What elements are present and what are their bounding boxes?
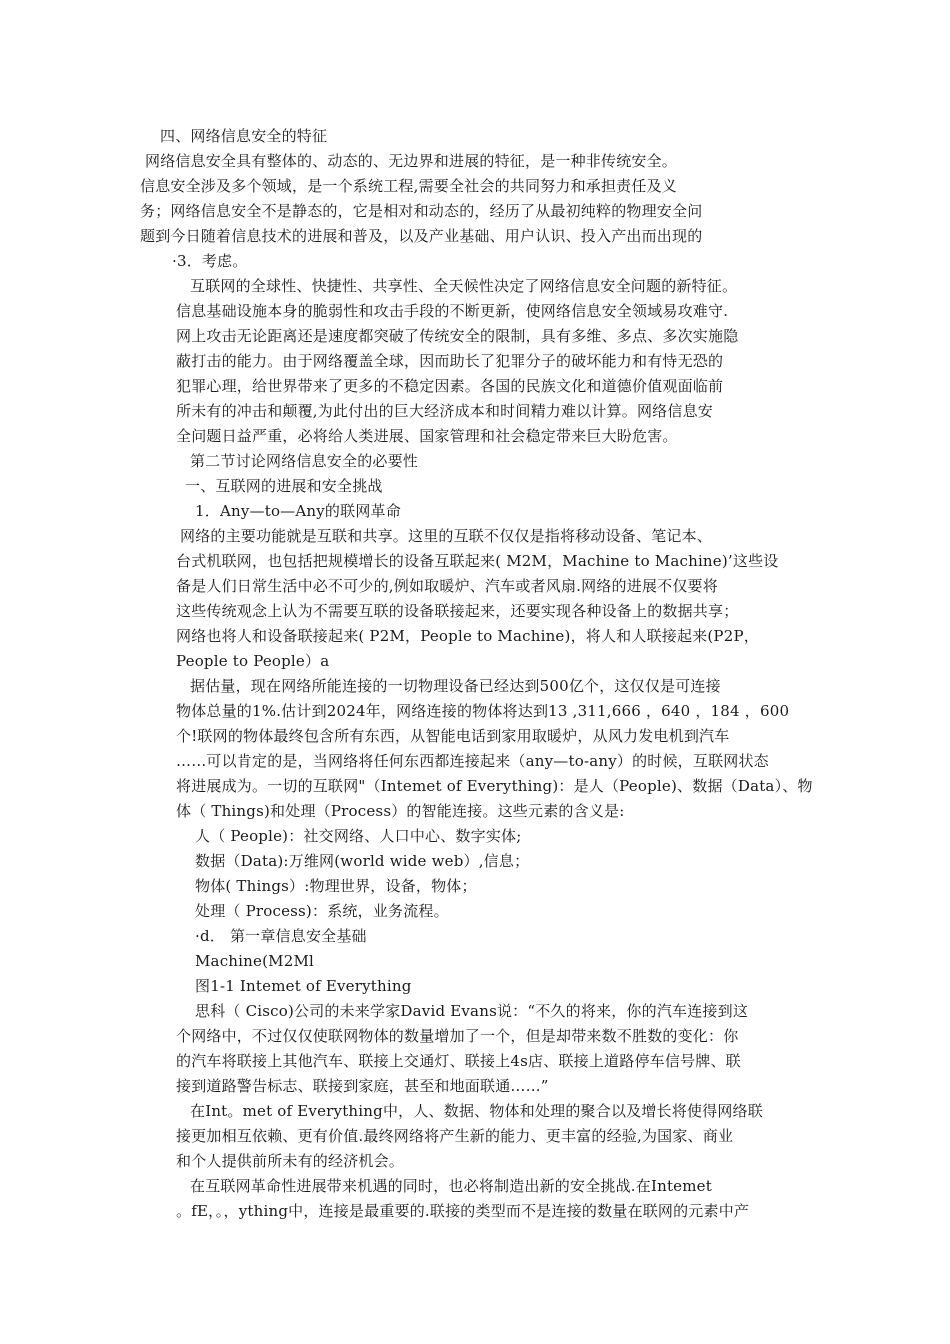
subsection-heading: 一、互联网的进展和安全挑战 xyxy=(185,477,383,495)
paragraph-line: 据估量，现在网络所能连接的一切物理设备已经达到500亿个，这仅仅是可连接 xyxy=(190,677,721,695)
paragraph-line: People to People）a xyxy=(176,652,330,670)
paragraph-line: 物体总量的1%.估计到2024年，网络连接的物体将达到13 ,311,666 ，640 ，184 ，600 xyxy=(176,702,790,720)
section-heading: 第二节讨论网络信息安全的必要性 xyxy=(190,452,419,470)
paragraph-line: 网上攻击无论距离还是速度都突破了传统安全的限制，具有多维、多点、多次实施隐 xyxy=(176,327,739,345)
paragraph-line: 在Int。met of Everything中，人、数据、物体和处理的聚合以及增长将使得网络联 xyxy=(190,1102,763,1120)
paragraph-line: 网络信息安全具有整体的、动态的、无边界和进展的特征，是一种非传统安全。 xyxy=(145,152,678,170)
paragraph-line: 务；网络信息安全不是静态的，它是相对和动态的，经历了从最初纯粹的物理安全问 xyxy=(140,202,703,220)
paragraph-line: ·3．考虑。 xyxy=(172,252,248,270)
figure-label: Machine(M2Ml xyxy=(195,952,315,970)
paragraph-line: 题到今日随着信息技术的进展和普及，以及产业基础、用户认识、投入产出而出现的 xyxy=(140,227,703,245)
paragraph-line: 网络也将人和设备联接起来( P2M，People to Machine)，将人和人联接起来(P2P， xyxy=(176,627,759,645)
paragraph-line: 接到道路警告标志、联接到家庭，甚至和地面联通……” xyxy=(176,1077,549,1095)
list-item: 数据（Data):万维网(world wide web）,信息； xyxy=(195,852,530,870)
section-heading: 四、网络信息安全的特征 xyxy=(160,127,328,145)
paragraph-line: 台式机联网，也包括把规模增长的设备互联起来( M2M，Machine to Machine)’这些设 xyxy=(176,552,779,570)
subsection-heading: 1．Any—to—Any的联网革命 xyxy=(195,502,401,520)
paragraph-line: 犯罪心理，给世界带来了更多的不稳定因素。各国的民族文化和道德价值观面临前 xyxy=(176,377,724,395)
paragraph-line: 个!联网的物体最终包含所有东西，从智能电话到家用取暖炉，从风力发电机到汽车 xyxy=(176,727,730,745)
paragraph-line: 思科（ Cisco)公司的未来学家David Evans说：“不久的将来，你的汽车连接到这 xyxy=(195,1002,749,1020)
paragraph-line: ……可以肯定的是，当网络将任何东西都连接起来（any—to-any）的时候，互联网状态 xyxy=(176,752,769,770)
list-item: 物体( Things）:物理世界，设备，物体； xyxy=(195,877,477,895)
paragraph-line: 全问题日益严重，必将给人类进展、国家管理和社会稳定带来巨大盼危害。 xyxy=(176,427,678,445)
paragraph-line: 个网络中，不过仅仅使联网物体的数量增加了一个，但是却带来数不胜数的变化：你 xyxy=(176,1027,739,1045)
paragraph-line: 和个人提供前所未有的经济机会。 xyxy=(176,1152,405,1170)
paragraph-line: 信息基础设施本身的脆弱性和攻击手段的不断更新，使网络信息安全领域易攻难守. xyxy=(176,302,729,320)
paragraph-line: 所未有的冲击和颠覆,为此付出的巨大经济成本和时间精力难以计算。网络信息安 xyxy=(176,402,713,420)
paragraph-line: 信息安全涉及多个领域，是一个系统工程,需要全社会的共同努力和承担责任及义 xyxy=(140,177,677,195)
chapter-header-artifact: ·d． 第一章信息安全基础 xyxy=(195,927,367,945)
paragraph-line: 接更加相互依赖、更有价值.最终网络将产生新的能力、更丰富的经验,为国家、商业 xyxy=(176,1127,734,1145)
paragraph-line: 备是人们日常生活中必不可少的,例如取暖炉、汽车或者风扇.网络的进展不仅要将 xyxy=(176,577,718,595)
paragraph-line: 网络的主要功能就是互联和共享。这里的互联不仅仅是指将移动设备、笔记本、 xyxy=(180,527,713,545)
paragraph-line: 将进展成为。一切的互联网"（Intemet of Everything)：是人（People)、数据（Data）、物 xyxy=(176,777,813,795)
paragraph-line: 。fE，。，ything中，连接是最重要的.联接的类型而不是连接的数量在联网的元素中产 xyxy=(176,1202,750,1220)
paragraph-line: 的汽车将联接上其他汽车、联接上交通灯、联接上4s店、联接上道路停车信号牌、联 xyxy=(176,1052,741,1070)
paragraph-line: 这些传统观念上认为不需要互联的设备联接起来，还要实现各种设备上的数据共享； xyxy=(176,602,739,620)
paragraph-line: 互联网的全球性、快捷性、共享性、全天候性决定了网络信息安全问题的新特征。 xyxy=(190,277,738,295)
list-item: 处理（ Process)：系统，业务流程。 xyxy=(195,902,449,920)
figure-caption: 图1-1 Intemet of Everything xyxy=(195,977,412,995)
list-item: 人（ People)：社交网络、人口中心、数字实体; xyxy=(195,827,522,845)
paragraph-line: 在互联网革命性进展带来机遇的同时，也必将制造出新的安全挑战.在Intemet xyxy=(190,1177,712,1195)
paragraph-line: 蔽打击的能力。由于网络覆盖全球，因而助长了犯罪分子的破坏能力和有恃无恐的 xyxy=(176,352,724,370)
paragraph-line: 体（ Things)和处理（Process）的智能连接。这些元素的含义是: xyxy=(176,802,625,820)
